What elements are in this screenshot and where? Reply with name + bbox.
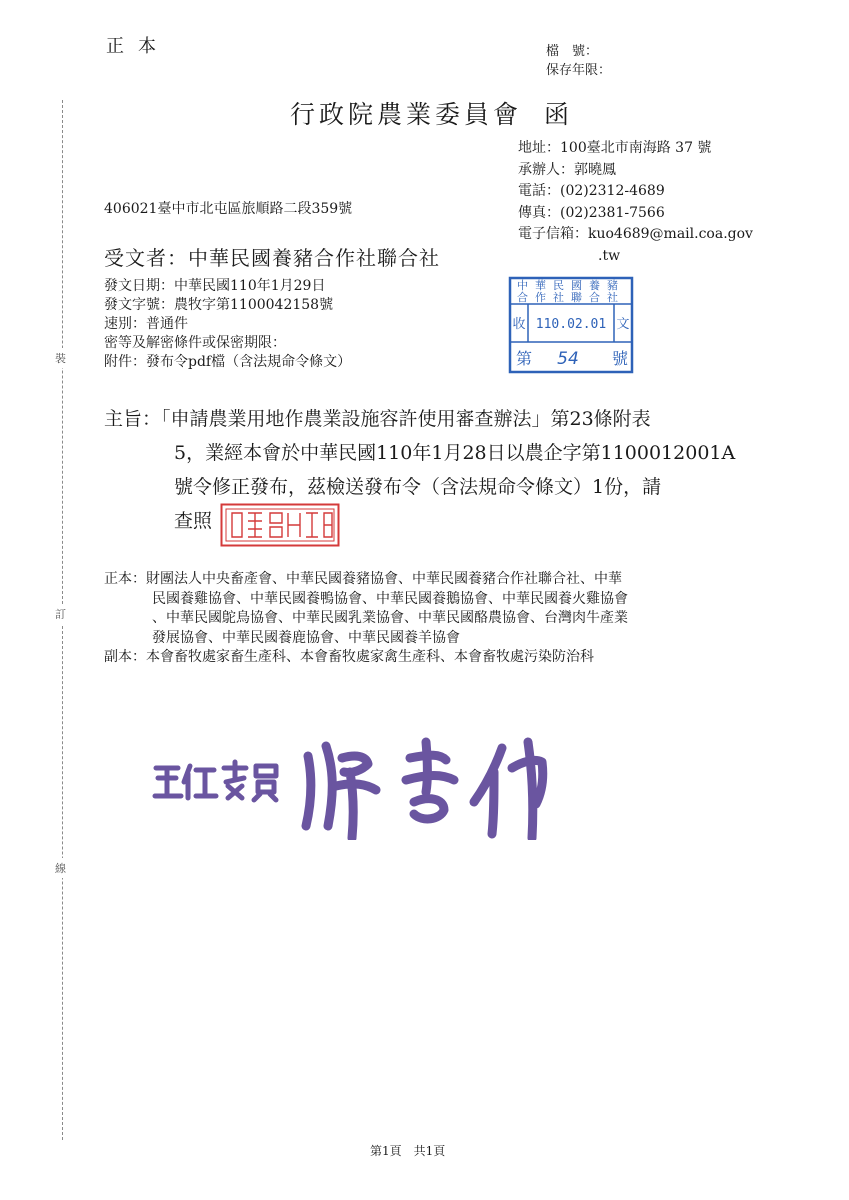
- archive-number: 檔 號：: [546, 44, 599, 59]
- copy-mark: 正本: [106, 36, 170, 57]
- stamp-no-suffix: 號: [611, 349, 629, 368]
- binding-mark: 裝: [55, 348, 66, 368]
- phone: 電話：(02)2312-4689: [518, 183, 665, 199]
- subject: [104, 402, 784, 538]
- document-type: 函: [544, 100, 574, 129]
- subject-line: 號令修正發布，茲檢送發布令（含法規命令條文）1份，請: [174, 476, 662, 498]
- email-continued: .tw: [598, 247, 621, 264]
- cc-recipients: 副本：本會畜牧處家畜生產科、本會畜牧處家禽生產科、本會畜牧處污染防治科: [104, 649, 594, 665]
- document-meta: [104, 277, 351, 372]
- distribution-list: [104, 570, 764, 668]
- subject-line: 主旨：「申請農業用地作農業設施容許使用審查辦法」第23條附表: [104, 408, 651, 430]
- stamp-no-prefix: 第: [515, 349, 533, 368]
- agency-name: 行政院農業委員會: [290, 100, 523, 129]
- official-seal: [220, 503, 340, 547]
- receipt-stamp: [508, 276, 634, 374]
- archive-info: [546, 42, 611, 80]
- subject-line: 查照: [174, 510, 213, 532]
- agency-address: 地址：100臺北市南海路 37 號: [518, 140, 712, 156]
- main-recipients: 、中華民國鴕鳥協會、中華民國乳業協會、中華民國酪農協會、台灣肉牛產業: [152, 610, 628, 626]
- binding-mark: 訂: [55, 604, 66, 624]
- stamp-date: 110.02.01: [535, 317, 607, 332]
- issue-date: 發文日期：中華民國110年1月29日: [104, 278, 326, 294]
- main-recipients: 民國養雞協會、中華民國養鴨協會、中華民國養鵝協會、中華民國養火雞協會: [152, 590, 628, 607]
- delivery-speed: 速別：普通件: [104, 316, 188, 332]
- stamp-received-char: 收: [512, 317, 526, 332]
- secrecy-level: 密等及解密條件或保密期限：: [104, 335, 286, 351]
- contact-block: [518, 138, 753, 267]
- page-footer: 第1頁 共1頁: [370, 1144, 446, 1158]
- document-number: 發文字號：農牧字第1100042158號: [104, 297, 334, 313]
- recipient: 受文者：中華民國養豬合作社聯合社: [104, 246, 440, 270]
- signature: [150, 728, 570, 840]
- attachment: 附件：發布令pdf檔（含法規命令條文）: [104, 354, 352, 370]
- recipient-address: 406021臺中市北屯區旅順路二段359號: [104, 201, 353, 217]
- handler: 承辦人：郭曉鳳: [518, 161, 616, 178]
- subject-line: 5，業經本會於中華民國110年1月28日以農企字第1100012001A: [174, 442, 736, 464]
- retention-period: 保存年限：: [546, 63, 612, 78]
- document-title: [290, 95, 573, 131]
- binding-mark: 線: [55, 858, 66, 878]
- stamp-no-value: 54: [557, 349, 579, 369]
- stamp-org-line2: 合作社聯合社: [517, 291, 625, 304]
- stamp-org-line1: 中華民國養豬: [517, 279, 625, 292]
- fax: 傳真：(02)2381-7566: [518, 204, 665, 221]
- main-recipients: 正本：財團法人中央畜產會、中華民國養豬協會、中華民國養豬合作社聯合社、中華: [104, 571, 622, 587]
- email: 電子信箱：kuo4689@mail.coa.gov: [518, 226, 753, 242]
- stamp-doc-char: 文: [616, 317, 630, 332]
- main-recipients: 發展協會、中華民國養鹿協會、中華民國養羊協會: [152, 629, 460, 646]
